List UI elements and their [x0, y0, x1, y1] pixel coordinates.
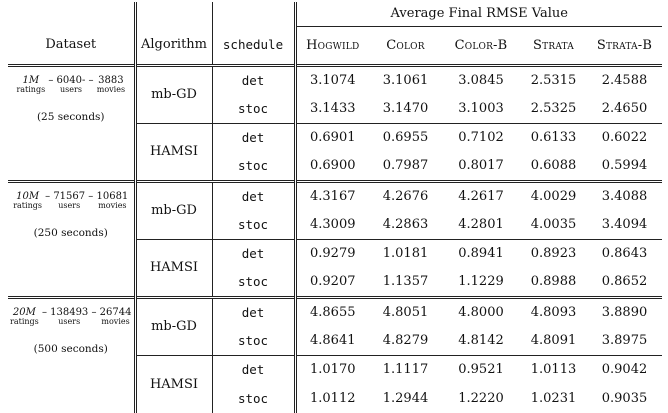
dataset-time-budget: (500 seconds): [33, 342, 108, 355]
method-header-color-b: Color-B: [442, 26, 520, 65]
rmse-value-cell: 4.2801: [458, 216, 504, 232]
rmse-value-cell: 1.0181: [369, 239, 442, 268]
rmse-value-cell: 0.9207: [295, 268, 369, 297]
rmse-value-cell: 3.8975: [601, 332, 648, 348]
rmse-value-cell: 1.0170: [295, 355, 369, 384]
rmse-value-cell: 4.8142: [458, 332, 504, 348]
rmse-value-cell: 0.7987: [382, 158, 429, 174]
method-header-strata-b: Strata-B: [587, 26, 662, 65]
dataset-ratings-label: ratings: [13, 200, 42, 210]
rmse-value-cell: 4.8655: [295, 297, 369, 326]
dataset-movies: 10681: [96, 190, 129, 202]
dataset-time-budget: (250 seconds): [33, 226, 108, 239]
rmse-value-cell: 4.3167: [295, 181, 369, 210]
dataset-movies-label: movies: [96, 84, 126, 94]
rmse-value-cell: 1.2220: [458, 391, 504, 406]
rmse-value-cell: 1.1229: [458, 274, 504, 290]
schedule-cell: det: [212, 355, 295, 384]
rmse-value-cell: 1.2944: [382, 391, 429, 406]
algorithm-name: mb-GD: [135, 181, 212, 239]
rmse-value-cell: 2.5315: [520, 65, 587, 94]
rmse-value-cell: 0.8988: [530, 274, 577, 290]
schedule-cell: det: [212, 123, 295, 152]
rmse-value-cell: 4.3009: [295, 210, 369, 239]
rmse-value-cell: 0.9042: [587, 355, 662, 384]
rmse-value-cell: 0.6900: [295, 152, 369, 181]
rmse-value-cell: 4.8051: [369, 297, 442, 326]
rmse-value-cell: 3.8890: [587, 297, 662, 326]
rmse-value-cell: 2.5325: [530, 100, 577, 116]
rmse-value-cell: 1.1117: [369, 355, 442, 384]
rmse-value-cell: 3.4088: [587, 181, 662, 210]
rmse-value-cell: 0.9521: [442, 355, 520, 384]
rmse-value-cell: 0.8941: [442, 239, 520, 268]
schedule-cell: det: [212, 297, 295, 326]
rmse-value-cell: 4.8000: [442, 297, 520, 326]
table-row: [8, 65, 662, 94]
rmse-value-cell: 0.8643: [587, 239, 662, 268]
schedule-cell: det: [212, 239, 295, 268]
schedule-cell: stoc: [212, 268, 295, 297]
dataset-users: 6040-: [56, 74, 86, 86]
dataset-cell: [8, 297, 135, 413]
rmse-value-cell: 0.8017: [458, 158, 504, 174]
rmse-value-cell: 4.2617: [442, 181, 520, 210]
dataset-users-label: users: [60, 84, 82, 94]
rmse-value-cell: 0.6955: [369, 123, 442, 152]
rmse-value-cell: 4.8091: [530, 332, 577, 348]
rmse-value-cell: 0.6088: [530, 158, 577, 174]
rmse-value-cell: 1.1357: [382, 274, 429, 290]
dataset-users: 138493: [50, 306, 89, 318]
algorithm-name: HAMSI: [135, 355, 212, 413]
rmse-value-cell: 0.6133: [520, 123, 587, 152]
group-title: Average Final RMSE Value: [295, 2, 662, 26]
rmse-value-cell: 0.8652: [601, 274, 648, 290]
dataset-users-label: users: [58, 316, 81, 326]
rmse-value-cell: 0.8923: [520, 239, 587, 268]
rmse-value-cell: 4.0035: [530, 216, 577, 232]
table-row: [8, 181, 662, 210]
rmse-value-cell: 1.0231: [530, 391, 577, 406]
schedule-cell: det: [212, 65, 295, 94]
dataset-ratings-label: ratings: [16, 84, 46, 94]
rmse-value-cell: 3.1470: [382, 100, 429, 116]
rmse-value-cell: 3.1074: [295, 65, 369, 94]
dataset-cell: [8, 181, 135, 297]
schedule-cell: det: [212, 181, 295, 210]
schedule-cell: stoc: [212, 210, 295, 239]
rmse-value-cell: 4.8093: [520, 297, 587, 326]
dataset-movies: 3883: [98, 74, 124, 86]
dataset-time-budget: (25 seconds): [36, 110, 105, 123]
dataset-spec: 20M ratings – 138493 users – 26744 movies: [10, 306, 132, 326]
algorithm-name: mb-GD: [135, 297, 212, 355]
schedule-cell: stoc: [212, 326, 295, 355]
rmse-value-cell: 3.4094: [601, 216, 648, 232]
dataset-ratings: 20M: [12, 306, 36, 318]
table-row: [8, 297, 662, 326]
method-header-color: Color: [369, 26, 442, 65]
rmse-value-cell: 0.6901: [295, 123, 369, 152]
schedule-cell: stoc: [212, 384, 295, 413]
rmse-value-cell: 2.4650: [601, 100, 648, 116]
rmse-value-cell: 2.4588: [587, 65, 662, 94]
rmse-value-cell: 4.8279: [382, 332, 429, 348]
rmse-value-cell: 0.9279: [295, 239, 369, 268]
dataset-movies-label: movies: [98, 200, 127, 210]
schedule-cell: stoc: [212, 152, 295, 181]
algorithm-name: mb-GD: [135, 65, 212, 123]
rmse-value-cell: 4.2863: [382, 216, 429, 232]
rmse-value-cell: 0.6022: [587, 123, 662, 152]
col-algorithm-header: Algorithm: [135, 26, 212, 65]
schedule-cell: stoc: [212, 94, 295, 123]
rmse-value-cell: 3.0845: [442, 65, 520, 94]
dataset-ratings: 1M: [22, 74, 40, 86]
dataset-spec: 1M ratings – 6040- users – 3883 movies: [16, 74, 126, 94]
col-dataset-header: Dataset: [8, 26, 135, 65]
results-body: [8, 65, 662, 413]
rmse-value-cell: 0.7102: [442, 123, 520, 152]
method-header-hogwild: Hogwild: [295, 26, 369, 65]
dataset-users-label: users: [58, 200, 81, 210]
rmse-value-cell: 1.0113: [520, 355, 587, 384]
dataset-cell: [8, 65, 135, 181]
results-table: [8, 2, 662, 413]
rmse-value-cell: 4.8641: [295, 326, 369, 355]
dataset-users: 71567: [53, 190, 86, 202]
dataset-movies-label: movies: [101, 316, 130, 326]
rmse-value-cell: 3.1061: [369, 65, 442, 94]
rmse-value-cell: 1.0112: [295, 384, 369, 413]
dataset-spec: 10M ratings – 71567 users – 10681 movies: [13, 190, 129, 210]
col-schedule-header: schedule: [212, 26, 295, 65]
dataset-ratings: 10M: [16, 190, 40, 202]
algorithm-name: HAMSI: [135, 123, 212, 181]
rmse-value-cell: 4.2676: [369, 181, 442, 210]
rmse-value-cell: 0.9035: [601, 391, 648, 406]
dataset-ratings-label: ratings: [10, 316, 39, 326]
rmse-value-cell: 3.1003: [458, 100, 504, 116]
method-header-strata: Strata: [520, 26, 587, 65]
dataset-movies: 26744: [99, 306, 132, 318]
rmse-value-cell: 4.0029: [520, 181, 587, 210]
algorithm-name: HAMSI: [135, 239, 212, 297]
rmse-value-cell: 0.5994: [601, 158, 648, 174]
rmse-value-cell: 3.1433: [295, 94, 369, 123]
